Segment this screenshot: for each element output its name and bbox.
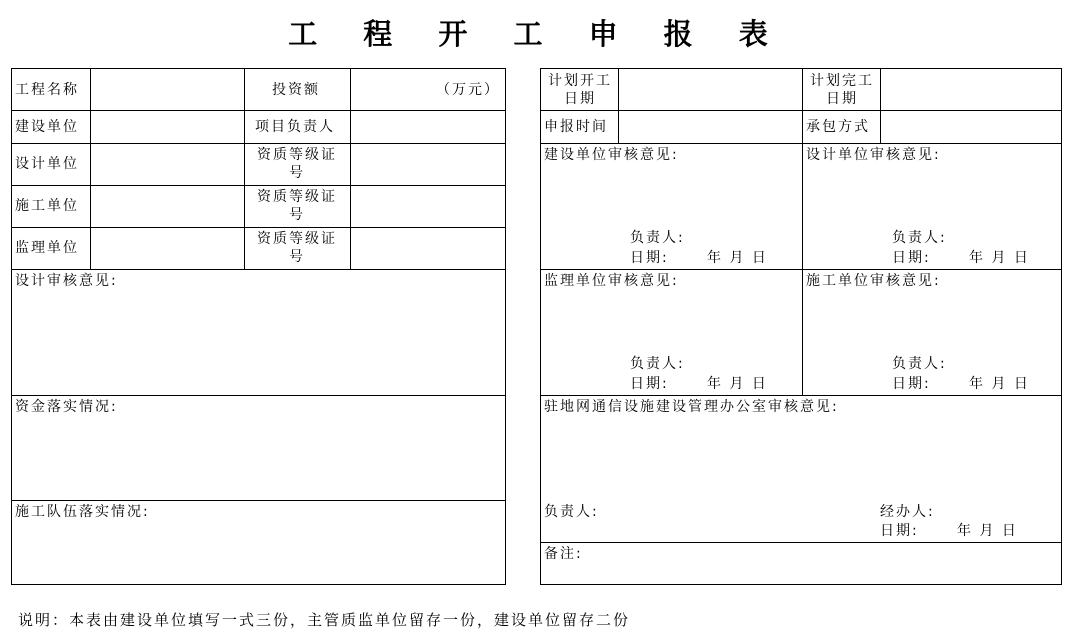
label-responsible: 负责人: bbox=[630, 356, 685, 372]
label-responsible: 负责人: bbox=[892, 356, 947, 372]
label-build-review: 建设单位审核意见: bbox=[544, 147, 679, 163]
label-ymd: 年 月 日 bbox=[707, 250, 768, 266]
label-project-manager: 项目负责人 bbox=[255, 119, 335, 135]
label-ymd: 年 月 日 bbox=[957, 523, 1018, 539]
label-date: 日期: bbox=[630, 376, 669, 392]
label-ymd: 年 月 日 bbox=[969, 376, 1030, 392]
label-cert-construction: 资质等级证号 bbox=[257, 189, 337, 223]
label-construction-unit: 施工单位 bbox=[15, 198, 79, 214]
label-responsible: 负责人: bbox=[630, 230, 685, 246]
label-contract-mode: 承包方式 bbox=[806, 119, 870, 135]
label-supervision-review: 监理单位审核意见: bbox=[544, 273, 679, 289]
label-funds: 资金落实情况: bbox=[15, 399, 118, 415]
label-investment: 投资额 bbox=[272, 82, 320, 98]
label-ymd: 年 月 日 bbox=[969, 250, 1030, 266]
label-plan-start: 计划开工日期 bbox=[548, 73, 612, 107]
label-cert-design: 资质等级证号 bbox=[257, 147, 337, 181]
label-build-unit: 建设单位 bbox=[15, 119, 79, 135]
label-design-review: 设计审核意见: bbox=[15, 273, 118, 289]
label-design-unit: 设计单位 bbox=[15, 156, 79, 172]
label-cert-supervision: 资质等级证号 bbox=[257, 231, 337, 265]
label-responsible: 负责人: bbox=[892, 230, 947, 246]
label-handler: 经办人: bbox=[880, 504, 935, 520]
label-investment-unit: （万元） bbox=[436, 82, 500, 98]
label-ymd: 年 月 日 bbox=[707, 376, 768, 392]
label-date: 日期: bbox=[880, 523, 919, 539]
label-plan-end: 计划完工日期 bbox=[810, 73, 874, 107]
label-date: 日期: bbox=[630, 250, 669, 266]
label-date: 日期: bbox=[892, 376, 931, 392]
footer-note: 说明：本表由建设单位填写一式三份，主管质监单位留存一份，建设单位留存二份 bbox=[18, 611, 631, 629]
label-remarks: 备注: bbox=[544, 546, 583, 562]
label-construction-review: 施工单位审核意见: bbox=[806, 273, 941, 289]
label-apply-time: 申报时间 bbox=[544, 119, 608, 135]
page-title: 工 程 开 工 申 报 表 bbox=[288, 17, 786, 51]
label-design-unit-review: 设计单位审核意见: bbox=[806, 147, 941, 163]
label-responsible: 负责人: bbox=[544, 504, 599, 520]
label-team: 施工队伍落实情况: bbox=[15, 504, 150, 520]
label-office-review: 驻地网通信设施建设管理办公室审核意见: bbox=[544, 399, 839, 415]
label-supervision-unit: 监理单位 bbox=[15, 240, 79, 256]
label-project-name: 工程名称 bbox=[15, 82, 79, 98]
label-date: 日期: bbox=[892, 250, 931, 266]
